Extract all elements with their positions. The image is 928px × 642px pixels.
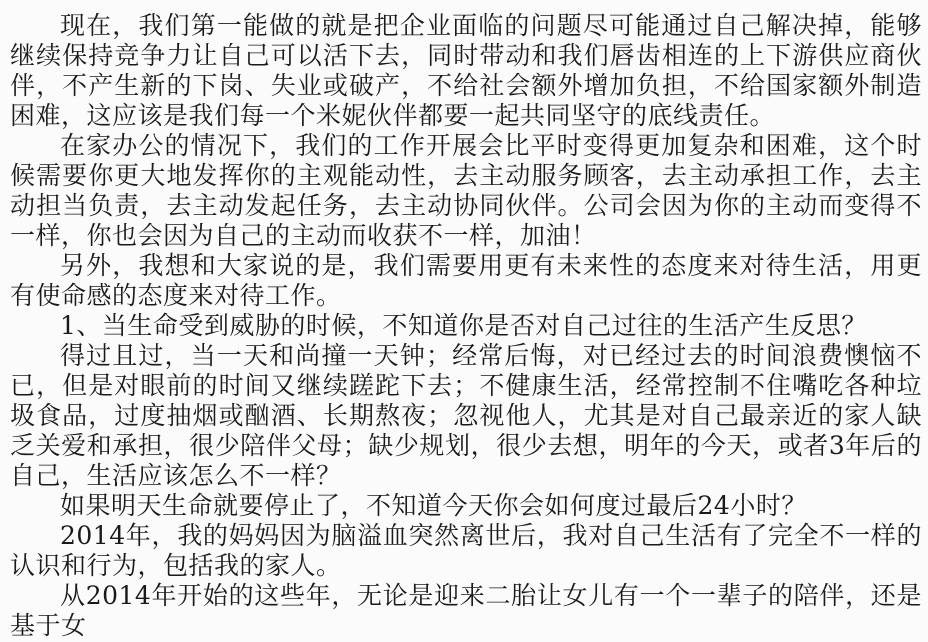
paragraph-last-24-hours: 如果明天生命就要停止了，不知道今天你会如何度过最后24小时？ xyxy=(60,491,807,520)
paragraph-life-reflection: 得过且过，当一天和尚撞一天钟；经常后悔，对已经过去的时间浪费懊恼不已，但是对眼前的时间又继续蹉跎下去；不健康生活，经常控制不住嘴吃各种垃圾食品，过度抽烟或酗酒、长期熬夜；忽视他人，尤其是对自己最亲近的家人缺乏关爱和承担，很少陪伴父母；缺少规划，很少去想，明年的今天，或者3年后的自己，生活应该怎么不一样？ xyxy=(10,341,922,490)
paragraph-numbered-point-1: 1、当生命受到威胁的时候，不知道你是否对自己过往的生活产生反思？ xyxy=(60,311,867,340)
paragraph-bottom-line-responsibility: 现在，我们第一能做的就是把企业面临的问题尽可能通过自己解决掉，能够继续保持竞争力让自己可以活下去，同时带动和我们唇齿相连的上下游供应商伙伴，不产生新的下岗、失业或破产，不给社会额外增加负担，不给国家额外制造困难，这应该是我们每一个米妮伙伴都要一起共同坚守的底线责任。 xyxy=(10,11,922,130)
paragraph-2014-mother: 2014年，我的妈妈因为脑溢血突然离世后，我对自己生活有了完全不一样的认识和行为，包括我的家人。 xyxy=(10,521,922,580)
paragraph-since-2014-truncated: 从2014年开始的这些年，无论是迎来二胎让女儿有一个一辈子的陪伴，还是基于女 xyxy=(10,581,922,640)
paragraph-future-attitude: 另外，我想和大家说的是，我们需要用更有未来性的态度来对待生活，用更有使命感的态度来对待工作。 xyxy=(10,251,922,310)
paragraph-work-from-home: 在家办公的情况下，我们的工作开展会比平时变得更加复杂和困难，这个时候需要你更大地发挥你的主观能动性，去主动服务顾客，去主动承担工作，去主动担当负责，去主动发起任务，去主动协同伙伴。公司会因为你的主动而变得不一样，你也会因为自己的主动而收获不一样，加油！ xyxy=(10,131,922,250)
